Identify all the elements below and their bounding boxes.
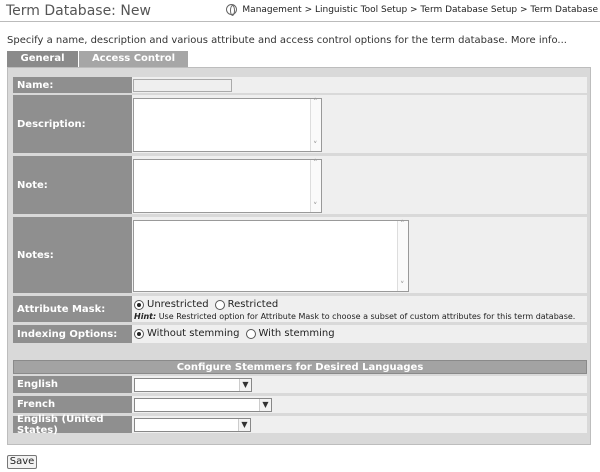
save-button[interactable]: Save [7, 455, 37, 469]
note-field-cell [132, 156, 587, 215]
page-title: Term Database: New [6, 3, 151, 19]
radio-empty-icon [215, 300, 225, 310]
page-header [0, 0, 600, 22]
hint-text: Use Restricted option for Attribute Mask to choose a subset of custom attributes for this term database. [158, 312, 576, 321]
stemmer-select-french[interactable] [134, 398, 272, 412]
note-scrollbar[interactable] [310, 160, 321, 212]
name-input[interactable] [133, 79, 232, 92]
chevron-down-icon[interactable]: ▼ [259, 399, 271, 411]
stemmer-cell-english-us [132, 416, 587, 434]
note-label: Note: [13, 156, 135, 215]
stemmer-select-english-us[interactable] [134, 418, 251, 432]
radio-with-stemming[interactable]: With stemming [246, 328, 335, 339]
more-info-link[interactable]: More info... [510, 35, 567, 46]
intro-text [7, 35, 567, 46]
stemmer-label-english-us: English (United States) [13, 416, 135, 434]
form-panel [7, 67, 591, 445]
description-label: Description: [13, 95, 135, 154]
name-label: Name: [13, 77, 135, 94]
stemmer-label-french: French [13, 396, 135, 414]
tab-access-control[interactable]: Access Control [79, 51, 189, 67]
indexing-options-field-cell [132, 325, 587, 344]
attribute-mask-field-cell [132, 296, 587, 323]
attribute-mask-options [134, 299, 284, 310]
breadcrumb-text[interactable]: Management > Linguistic Tool Setup > Term Database Setup > Term Database [242, 4, 598, 15]
radio-selected-icon [134, 300, 144, 310]
intro-description: Specify a name, description and various attribute and access control options for the term database. [7, 35, 508, 46]
stemmers-section-header: Configure Stemmers for Desired Languages [13, 360, 587, 374]
hint-prefix: Hint: [134, 312, 157, 321]
attribute-mask-label: Attribute Mask: [13, 296, 135, 323]
stemmer-label-english: English [13, 376, 135, 394]
breadcrumb [226, 4, 598, 15]
radio-unrestricted[interactable]: Unrestricted [134, 299, 209, 310]
indexing-options-label: Indexing Options: [13, 325, 135, 344]
stemmer-cell-english [132, 376, 587, 394]
description-textarea[interactable] [133, 98, 322, 152]
radio-without-stemming[interactable]: Without stemming [134, 328, 240, 339]
description-scrollbar[interactable] [310, 99, 321, 151]
stemmer-cell-french [132, 396, 587, 414]
radio-empty-icon [246, 329, 256, 339]
tab-general[interactable]: General [7, 51, 79, 67]
notes-label: Notes: [13, 217, 135, 294]
tab-bar [7, 51, 189, 67]
description-field-cell [132, 95, 587, 154]
chevron-down-icon[interactable]: ▼ [239, 379, 251, 391]
note-textarea[interactable] [133, 159, 322, 213]
attribute-mask-hint [134, 312, 575, 321]
notes-scrollbar[interactable] [397, 221, 408, 291]
notes-textarea[interactable] [133, 220, 409, 292]
chevron-down-icon[interactable]: ▼ [238, 419, 250, 431]
radio-restricted[interactable]: Restricted [215, 299, 279, 310]
globe-icon [226, 4, 237, 15]
stemmer-select-english[interactable] [134, 378, 252, 392]
notes-field-cell [132, 217, 587, 294]
name-field-cell [132, 77, 587, 94]
indexing-options [134, 328, 341, 339]
radio-selected-icon [134, 329, 144, 339]
